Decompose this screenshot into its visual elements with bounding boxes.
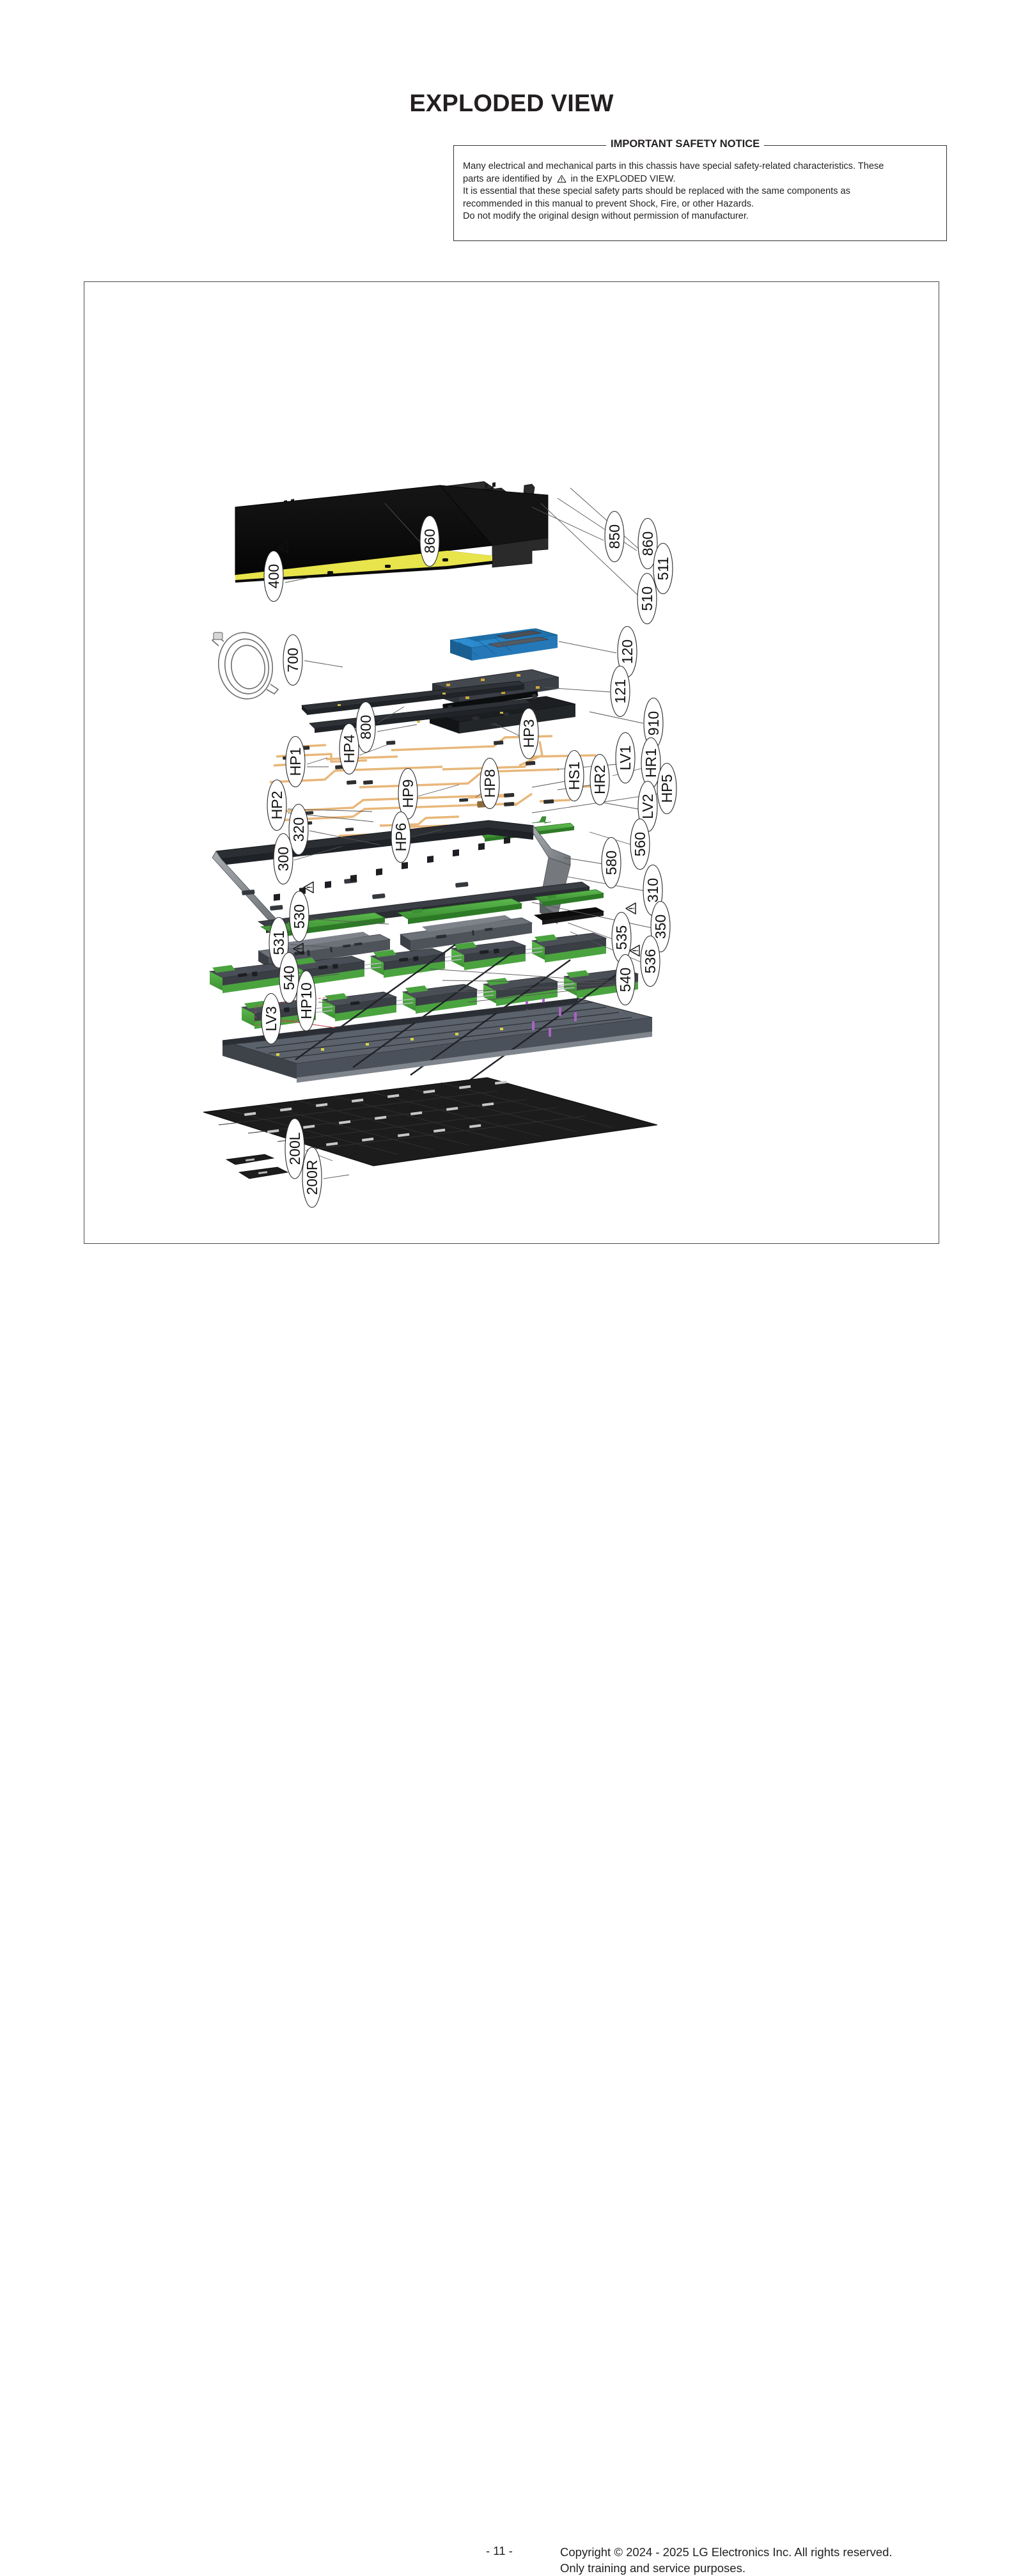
safety-notice-text [463,161,939,223]
page-title: EXPLODED VIEW [409,90,614,117]
callout-200L [285,1119,304,1179]
callout-560 [630,819,650,870]
callout-label: HR2 [591,764,608,795]
callout-label: LV3 [263,1006,279,1032]
callout-label: HP9 [400,779,416,808]
safety-line-5: Do not modify the original design without permission of manufacturer. [463,211,749,222]
exploded-view-drawing-frame [84,281,939,1244]
page-footer [0,1269,1023,2575]
callout-label: HP1 [287,747,304,776]
callout-label: 910 [645,711,662,736]
warning-triangle-icon [630,945,639,956]
callout-label: 300 [275,846,292,872]
callout-511 [653,544,673,594]
safety-line-2b: in the EXPLODED VIEW. [570,173,676,184]
callout-label: 540 [281,965,297,991]
callout-label: HS1 [566,761,582,790]
callout-label: 350 [652,914,669,939]
callout-860 [420,516,439,567]
module-540 [371,948,445,978]
callout-800 [356,702,375,753]
module-540 [403,984,477,1014]
callout-580 [602,838,621,888]
callout-label: 531 [270,930,287,955]
callout-label: 535 [613,925,630,950]
callout-HP5 [657,764,676,814]
callout-label: 540 [617,967,634,993]
callout-label: HP6 [393,822,409,852]
callout-label: 700 [285,647,301,673]
callout-label: 310 [644,877,661,903]
module-540 [210,964,284,993]
callout-label: 120 [619,639,636,664]
callout-700 [283,635,302,686]
callout-HP4 [340,724,359,774]
callout-label: LV1 [617,745,634,771]
callout-label: HP8 [481,769,498,798]
part-700-power-cord [212,629,278,703]
callout-label: 580 [603,850,620,876]
part-120-blue-module [450,629,558,661]
page-number: - 11 - [486,2544,513,2557]
callout-LV1 [616,733,635,783]
callout-HP10 [297,971,316,1031]
safety-line-2a: parts are identified by [463,173,552,184]
callout-label: HR1 [643,748,659,778]
copyright-notice [560,2544,893,2576]
callout-label: HP5 [659,774,675,803]
callout-label: 121 [612,679,629,704]
callout-label: 200L [286,1132,303,1165]
callout-label: 860 [421,528,438,554]
callout-label: LV2 [639,794,656,819]
part-bottom-panel-200 [203,1078,657,1166]
callout-HS1 [565,751,584,801]
callout-label: HP3 [520,719,537,748]
callout-label: 536 [642,948,659,974]
safety-line-4: recommended in this manual to prevent Shock, Fire, or other Hazards. [463,198,754,209]
part-200R-plate [239,1167,288,1179]
copyright-line-2: Only training and service purposes. [560,2561,746,2575]
callout-label: 511 [655,556,671,581]
copyright-line-1: Copyright © 2024 - 2025 LG Electronics Inc. All rights reserved. [560,2545,893,2559]
callout-label: 320 [290,817,307,842]
callout-510 [637,574,657,624]
callout-label: 510 [639,586,655,611]
callout-535 [612,903,636,963]
callout-HP2 [267,780,286,831]
callout-label: HP4 [341,734,357,764]
safety-notice-legend: IMPORTANT SAFETY NOTICE [606,138,764,150]
part-200L-plate [226,1154,274,1165]
callout-850 [605,512,624,562]
callout-label: 530 [291,904,308,929]
part-700-plug [214,632,223,640]
callout-HP1 [286,737,305,787]
callout-label: 200R [304,1159,320,1195]
callout-200R [302,1147,322,1207]
callout-label: HP2 [269,790,285,820]
module-540 [532,933,606,962]
module-540 [322,992,396,1021]
callout-label: HP10 [298,982,315,1019]
callout-121 [611,666,630,717]
callout-label: 850 [606,524,623,549]
callout-LV3 [262,994,281,1044]
callout-HR2 [590,755,609,805]
callout-label: 860 [639,531,656,556]
callout-HP9 [398,769,418,819]
exploded-view-svg [84,282,939,1244]
part-wire-harnesses [270,736,598,836]
warning-triangle-icon [557,175,566,183]
callout-300 [274,834,293,884]
callout-536 [641,936,660,987]
callout-label: 800 [357,714,374,740]
callout-label: 560 [632,831,648,857]
module-540 [451,941,526,970]
callout-HP8 [480,758,499,809]
safety-line-2 [463,173,939,186]
callout-HP6 [391,812,410,863]
safety-line-1: Many electrical and mechanical parts in this chassis have special safety-related characteristics. These [463,161,884,171]
safety-line-3: It is essential that these special safety parts should be replaced with the same components as [463,186,850,197]
callout-HP3 [519,709,538,759]
callout-label: 400 [265,563,282,589]
warning-triangle-icon [626,903,636,914]
